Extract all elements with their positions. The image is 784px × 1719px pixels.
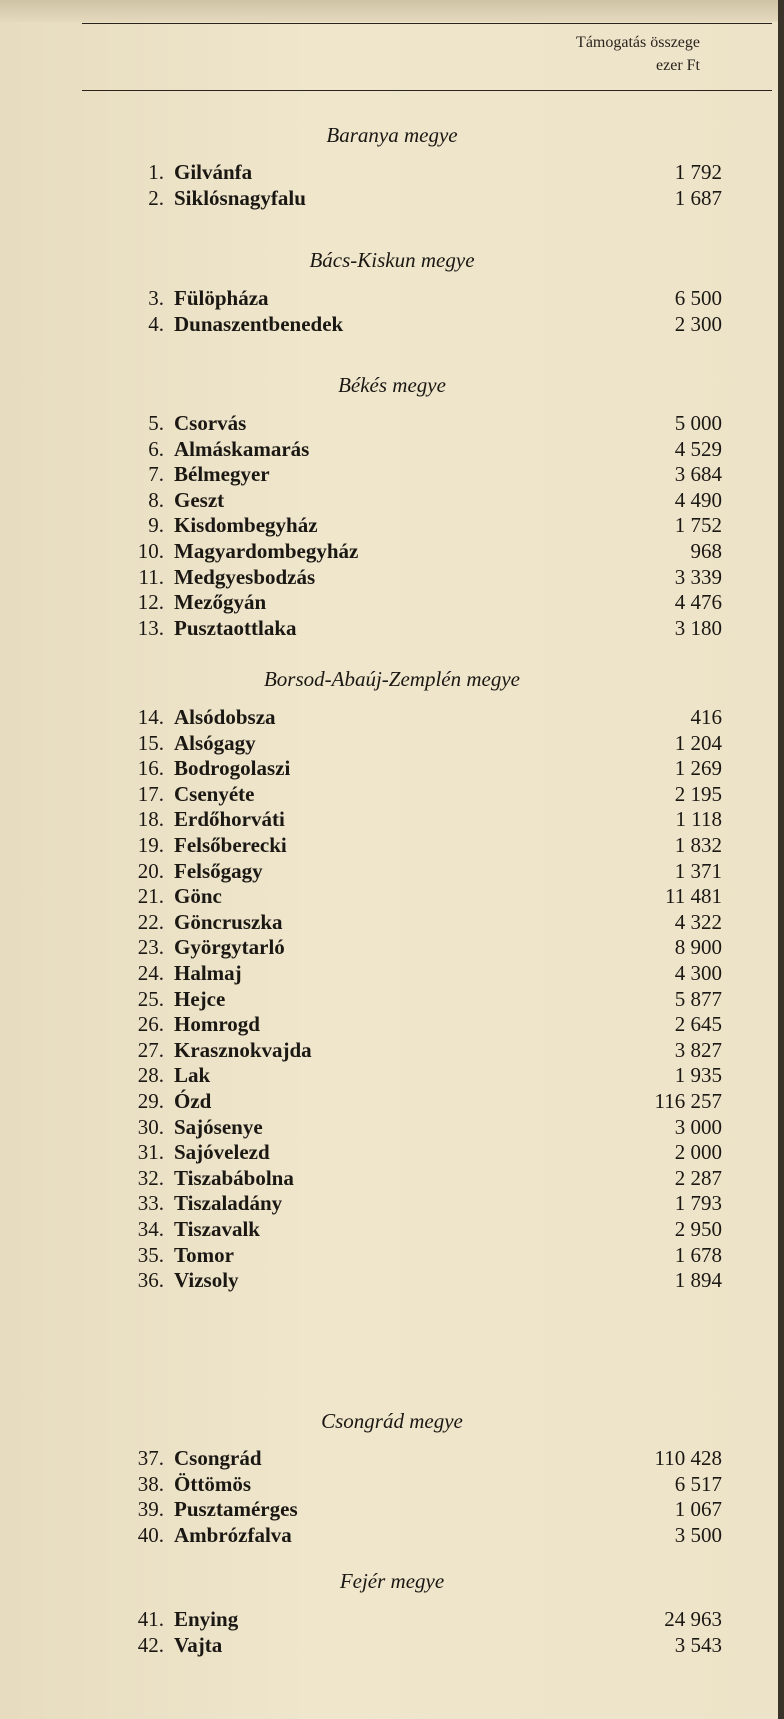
table-row xyxy=(0,436,784,462)
settlement-name: Halmaj xyxy=(174,961,242,985)
table-row xyxy=(0,1242,784,1268)
settlement-name: Erdőhorváti xyxy=(174,807,285,832)
support-amount: 3 543 xyxy=(674,1632,722,1657)
settlement-name: Pusztaottlaka xyxy=(174,615,297,640)
row-number: 36. xyxy=(137,1268,164,1293)
row-number: 7. xyxy=(148,462,164,487)
table-row xyxy=(0,589,784,615)
support-amount: 1 752 xyxy=(674,513,722,538)
settlement-name: Bélmegyer xyxy=(174,462,270,487)
support-amount: 11 481 xyxy=(665,884,722,909)
support-amount: 1 118 xyxy=(675,807,722,832)
table-row xyxy=(0,564,784,590)
settlement-name: Alsógagy xyxy=(174,730,256,755)
table-row xyxy=(0,311,784,337)
support-amount: 6 500 xyxy=(674,286,722,310)
table-row xyxy=(0,1062,784,1088)
table-row xyxy=(0,538,784,564)
settlement-name: Vajta xyxy=(174,1632,223,1657)
header-rule-bottom xyxy=(82,90,772,91)
support-amount: 1 793 xyxy=(674,1191,722,1216)
settlement-name: Krasznokvajda xyxy=(174,1037,312,1062)
support-amount: 2 300 xyxy=(674,311,722,336)
support-amount: 1 792 xyxy=(674,160,722,184)
row-number: 14. xyxy=(137,705,164,729)
row-number: 25. xyxy=(137,986,164,1011)
county-heading: Csongrád megye xyxy=(321,1409,463,1433)
table-row xyxy=(0,1496,784,1522)
row-number: 41. xyxy=(137,1607,164,1631)
table-row xyxy=(0,1445,784,1471)
table-row xyxy=(0,1522,784,1548)
settlement-name: Sajósenye xyxy=(174,1114,263,1139)
settlement-name: Göncruszka xyxy=(174,909,283,934)
table-row xyxy=(0,1037,784,1063)
support-amount: 4 529 xyxy=(674,436,722,461)
settlement-name: Mezőgyán xyxy=(174,590,267,615)
row-number: 20. xyxy=(137,858,164,883)
table-row xyxy=(0,512,784,538)
row-number: 34. xyxy=(137,1217,164,1241)
row-number: 10. xyxy=(137,539,164,563)
support-amount: 3 000 xyxy=(674,1114,722,1139)
settlement-name: Gilvánfa xyxy=(174,160,253,184)
row-number: 42. xyxy=(137,1632,164,1657)
settlement-name: Csenyéte xyxy=(174,781,255,806)
row-number: 1. xyxy=(148,160,164,184)
support-amount: 1 687 xyxy=(674,185,722,210)
settlement-name: Csongrád xyxy=(174,1446,262,1470)
row-number: 8. xyxy=(148,487,164,512)
row-number: 13. xyxy=(137,615,164,640)
support-amount: 1 067 xyxy=(674,1497,722,1522)
row-number: 15. xyxy=(137,730,164,755)
support-amount: 8 900 xyxy=(674,935,722,960)
table-row xyxy=(0,883,784,909)
header-rule-top xyxy=(82,23,772,24)
row-number: 2. xyxy=(148,185,164,210)
row-number: 23. xyxy=(137,935,164,960)
support-amount: 1 935 xyxy=(674,1063,722,1088)
row-number: 33. xyxy=(137,1191,164,1216)
county-heading: Baranya megye xyxy=(326,123,458,147)
settlement-name: Magyardombegyház xyxy=(174,539,359,563)
table-row xyxy=(0,704,784,730)
row-number: 32. xyxy=(137,1165,164,1190)
table-row xyxy=(0,1114,784,1140)
row-number: 11. xyxy=(138,564,164,589)
settlement-name: Enying xyxy=(174,1607,239,1631)
settlement-name: Pusztamérges xyxy=(174,1497,298,1522)
table-row xyxy=(0,1632,784,1658)
table-row xyxy=(0,934,784,960)
table-row xyxy=(0,1165,784,1191)
table-row xyxy=(0,285,784,311)
row-number: 37. xyxy=(137,1446,164,1470)
settlement-name: Geszt xyxy=(174,487,225,512)
row-number: 22. xyxy=(137,909,164,934)
row-number: 21. xyxy=(137,884,164,909)
top-strip xyxy=(0,0,784,22)
row-number: 29. xyxy=(137,1089,164,1113)
row-number: 35. xyxy=(137,1242,164,1267)
support-amount: 110 428 xyxy=(654,1446,722,1470)
table-row xyxy=(0,159,784,185)
row-number: 6. xyxy=(148,436,164,461)
row-number: 19. xyxy=(137,833,164,857)
settlement-name: Gönc xyxy=(174,884,222,909)
settlement-name: Csorvás xyxy=(174,411,247,435)
county-heading: Fejér megye xyxy=(339,1569,445,1593)
table-row xyxy=(0,858,784,884)
table-row xyxy=(0,1606,784,1632)
support-amount: 5 000 xyxy=(674,411,722,435)
support-amount: 1 678 xyxy=(674,1242,722,1267)
settlement-name: Almáskamarás xyxy=(174,436,310,461)
row-number: 18. xyxy=(137,807,164,832)
table-row xyxy=(0,1011,784,1037)
table-row xyxy=(0,832,784,858)
table-row xyxy=(0,755,784,781)
table-row xyxy=(0,986,784,1012)
row-number: 39. xyxy=(137,1497,164,1522)
row-number: 40. xyxy=(137,1522,164,1547)
settlement-name: Sajóvelezd xyxy=(174,1140,270,1165)
table-row xyxy=(0,185,784,211)
table-row xyxy=(0,1216,784,1242)
table-row xyxy=(0,960,784,986)
support-amount: 3 827 xyxy=(674,1037,722,1062)
settlement-name: Tiszavalk xyxy=(174,1217,260,1241)
row-number: 38. xyxy=(137,1471,164,1496)
settlement-name: Vizsoly xyxy=(174,1268,239,1293)
support-amount: 3 500 xyxy=(674,1522,722,1547)
support-amount: 6 517 xyxy=(674,1471,722,1496)
table-row xyxy=(0,615,784,641)
column-header-unit: ezer Ft xyxy=(656,57,700,74)
table-row xyxy=(0,487,784,513)
table-row xyxy=(0,1471,784,1497)
row-number: 16. xyxy=(137,756,164,781)
column-header xyxy=(576,31,700,77)
table-row xyxy=(0,461,784,487)
table-row xyxy=(0,410,784,436)
support-amount: 3 180 xyxy=(674,615,722,640)
row-number: 28. xyxy=(137,1063,164,1088)
settlement-name: Homrogd xyxy=(174,1012,260,1037)
support-amount: 3 684 xyxy=(674,462,722,487)
settlement-name: Tiszaladány xyxy=(174,1191,283,1216)
row-number: 31. xyxy=(137,1140,164,1165)
support-amount: 116 257 xyxy=(654,1089,722,1113)
support-amount: 2 195 xyxy=(674,781,722,806)
settlement-name: Ózd xyxy=(174,1089,212,1113)
row-number: 27. xyxy=(137,1037,164,1062)
settlement-name: Lak xyxy=(174,1063,211,1088)
settlement-name: Györgytarló xyxy=(174,935,285,960)
support-amount: 24 963 xyxy=(664,1607,722,1631)
row-number: 24. xyxy=(137,961,164,985)
support-amount: 416 xyxy=(690,705,722,729)
settlement-name: Fülöpháza xyxy=(174,286,269,310)
settlement-name: Felsőgagy xyxy=(174,858,263,883)
county-heading: Bács-Kiskun megye xyxy=(309,248,475,272)
column-header-title: Támogatás összege xyxy=(576,34,700,51)
settlement-name: Siklósnagyfalu xyxy=(174,185,306,210)
row-number: 17. xyxy=(137,781,164,806)
settlement-name: Öttömös xyxy=(174,1471,251,1496)
support-amount: 1 832 xyxy=(674,833,722,857)
settlement-name: Tiszabábolna xyxy=(174,1165,294,1190)
table-row xyxy=(0,781,784,807)
support-amount: 4 300 xyxy=(674,961,722,985)
row-number: 9. xyxy=(148,513,164,538)
row-number: 4. xyxy=(148,311,164,336)
settlement-name: Dunaszentbenedek xyxy=(174,311,344,336)
row-number: 5. xyxy=(148,411,164,435)
support-amount: 1 204 xyxy=(674,730,722,755)
settlement-name: Kisdombegyház xyxy=(174,513,318,538)
row-number: 26. xyxy=(137,1012,164,1037)
support-amount: 1 269 xyxy=(674,756,722,781)
settlement-name: Medgyesbodzás xyxy=(174,564,316,589)
row-number: 12. xyxy=(137,590,164,615)
settlement-name: Bodrogolaszi xyxy=(174,756,291,781)
settlement-name: Hejce xyxy=(174,986,226,1011)
settlement-name: Felsőberecki xyxy=(174,833,287,857)
settlement-name: Ambrózfalva xyxy=(174,1522,292,1547)
table-row xyxy=(0,1190,784,1216)
support-amount: 4 490 xyxy=(674,487,722,512)
table-row xyxy=(0,730,784,756)
table-row xyxy=(0,1267,784,1293)
support-amount: 5 877 xyxy=(674,986,722,1011)
support-amount: 4 322 xyxy=(674,909,722,934)
settlement-name: Tomor xyxy=(174,1242,234,1267)
support-amount: 2 645 xyxy=(674,1012,722,1037)
support-amount: 1 894 xyxy=(674,1268,722,1293)
table-row xyxy=(0,909,784,935)
support-amount: 3 339 xyxy=(674,564,722,589)
row-number: 3. xyxy=(148,286,164,310)
row-number: 30. xyxy=(137,1114,164,1139)
table-row xyxy=(0,1139,784,1165)
support-amount: 1 371 xyxy=(674,858,722,883)
county-heading: Békés megye xyxy=(338,373,446,397)
table-row xyxy=(0,806,784,832)
support-amount: 4 476 xyxy=(674,590,722,615)
county-heading: Borsod-Abaúj-Zemplén megye xyxy=(263,667,521,691)
settlement-name: Alsódobsza xyxy=(174,705,276,729)
support-amount: 2 000 xyxy=(674,1140,722,1165)
support-amount: 2 950 xyxy=(674,1217,722,1241)
support-amount: 2 287 xyxy=(674,1165,722,1190)
support-amount: 968 xyxy=(690,539,722,563)
table-row xyxy=(0,1088,784,1114)
